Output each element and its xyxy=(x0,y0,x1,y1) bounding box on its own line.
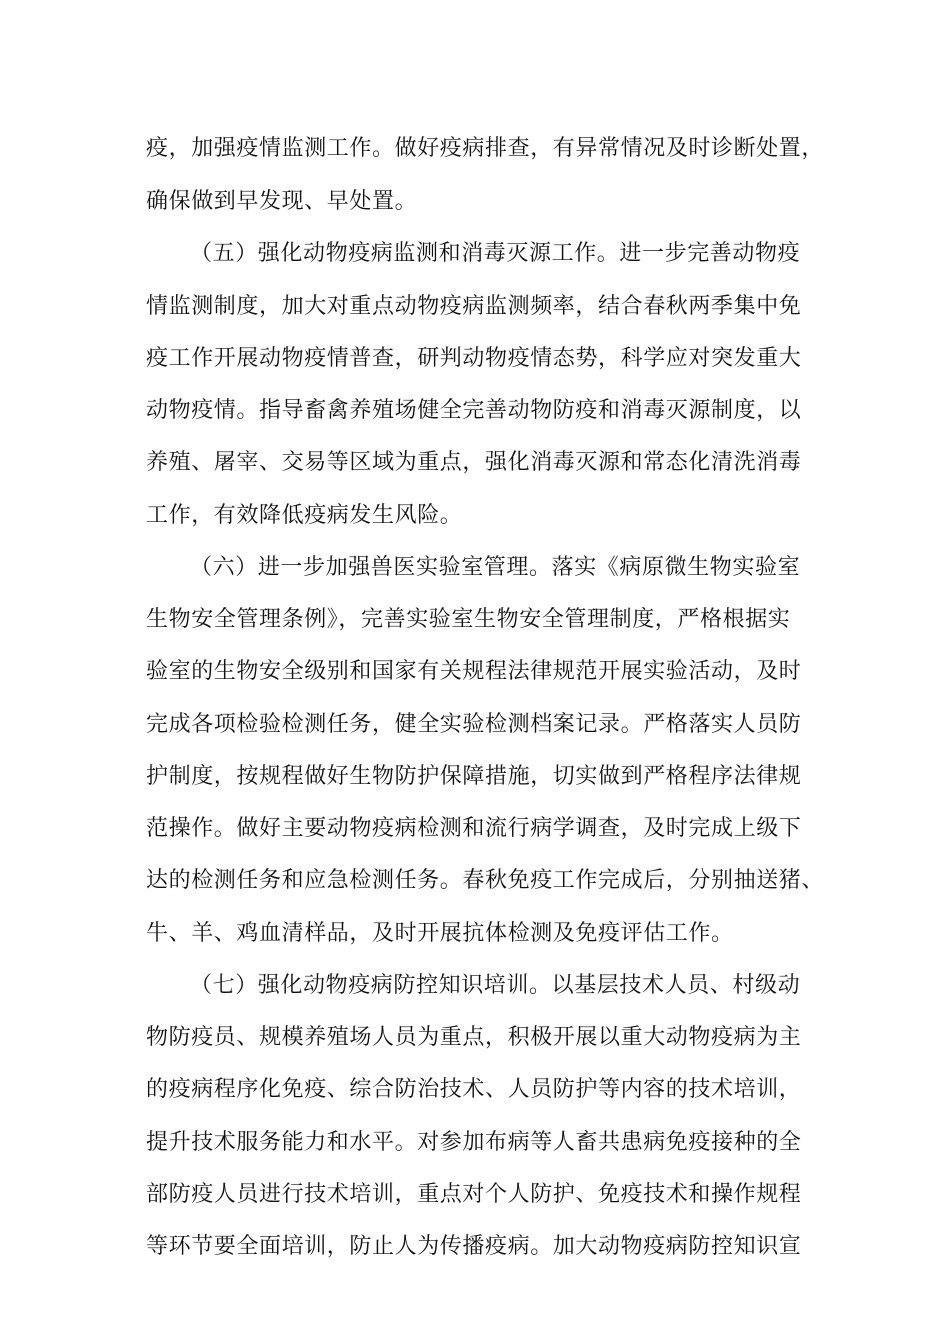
text-line: 动物疫情。指导畜禽养殖场健全完善动物防疫和消毒灭源制度，以 xyxy=(146,398,802,423)
text-line: 护制度，按规程做好生物防护保障措施，切实做到严格程序法律规 xyxy=(146,764,802,789)
text-line: 确保做到早发现、早处置。 xyxy=(146,189,418,214)
text-line: 牛、羊、鸡血清样品，及时开展抗体检测及免疫评估工作。 xyxy=(146,921,734,946)
text-line: 提升技术服务能力和水平。对参加布病等人畜共患病免疫接种的全 xyxy=(146,1130,802,1155)
text-line: 疫工作开展动物疫情普查，研判动物疫情态势，科学应对突发重大 xyxy=(146,346,802,371)
text-line: 情监测制度，加大对重点动物疫病监测频率，结合春秋两季集中免 xyxy=(146,294,802,319)
section-5-heading-line: （五）强化动物疫病监测和消毒灭源工作。进一步完善动物疫 xyxy=(190,241,801,266)
section-7-heading-line: （七）强化动物疫病防控知识培训。以基层技术人员、村级动 xyxy=(190,973,801,998)
section-6-heading-line: （六）进一步加强兽医实验室管理。落实《病原微生物实验室 xyxy=(190,555,801,580)
text-line: 物防疫员、规模养殖场人员为重点，积极开展以重大动物疫病为主 xyxy=(146,1025,802,1050)
text-line: 部防疫人员进行技术培训，重点对个人防护、免疫技术和操作规程 xyxy=(146,1182,802,1207)
text-line: 等环节要全面培训，防止人为传播疫病。加大动物疫病防控知识宣 xyxy=(146,1234,802,1259)
text-line: 工作，有效降低疫病发生风险。 xyxy=(146,503,463,528)
text-line: 达的检测任务和应急检测任务。春秋免疫工作完成后，分别抽送猪、 xyxy=(146,868,825,893)
text-line: 验室的生物安全级别和国家有关规程法律规范开展实验活动，及时 xyxy=(146,659,802,684)
text-line: 范操作。做好主要动物疫病检测和流行病学调查，及时完成上级下 xyxy=(146,816,802,841)
text-line: 的疫病程序化免疫、综合防治技术、人员防护等内容的技术培训， xyxy=(146,1077,802,1102)
text-line: 养殖、屠宰、交易等区域为重点，强化消毒灭源和常态化清洗消毒 xyxy=(146,450,802,475)
text-line: 完成各项检验检测任务，健全实验检测档案记录。严格落实人员防 xyxy=(146,712,802,737)
text-line: 生物安全管理条例》，完善实验室生物安全管理制度，严格根据实 xyxy=(146,607,791,632)
text-line: 疫，加强疫情监测工作。做好疫病排查，有异常情况及时诊断处置， xyxy=(146,136,825,161)
